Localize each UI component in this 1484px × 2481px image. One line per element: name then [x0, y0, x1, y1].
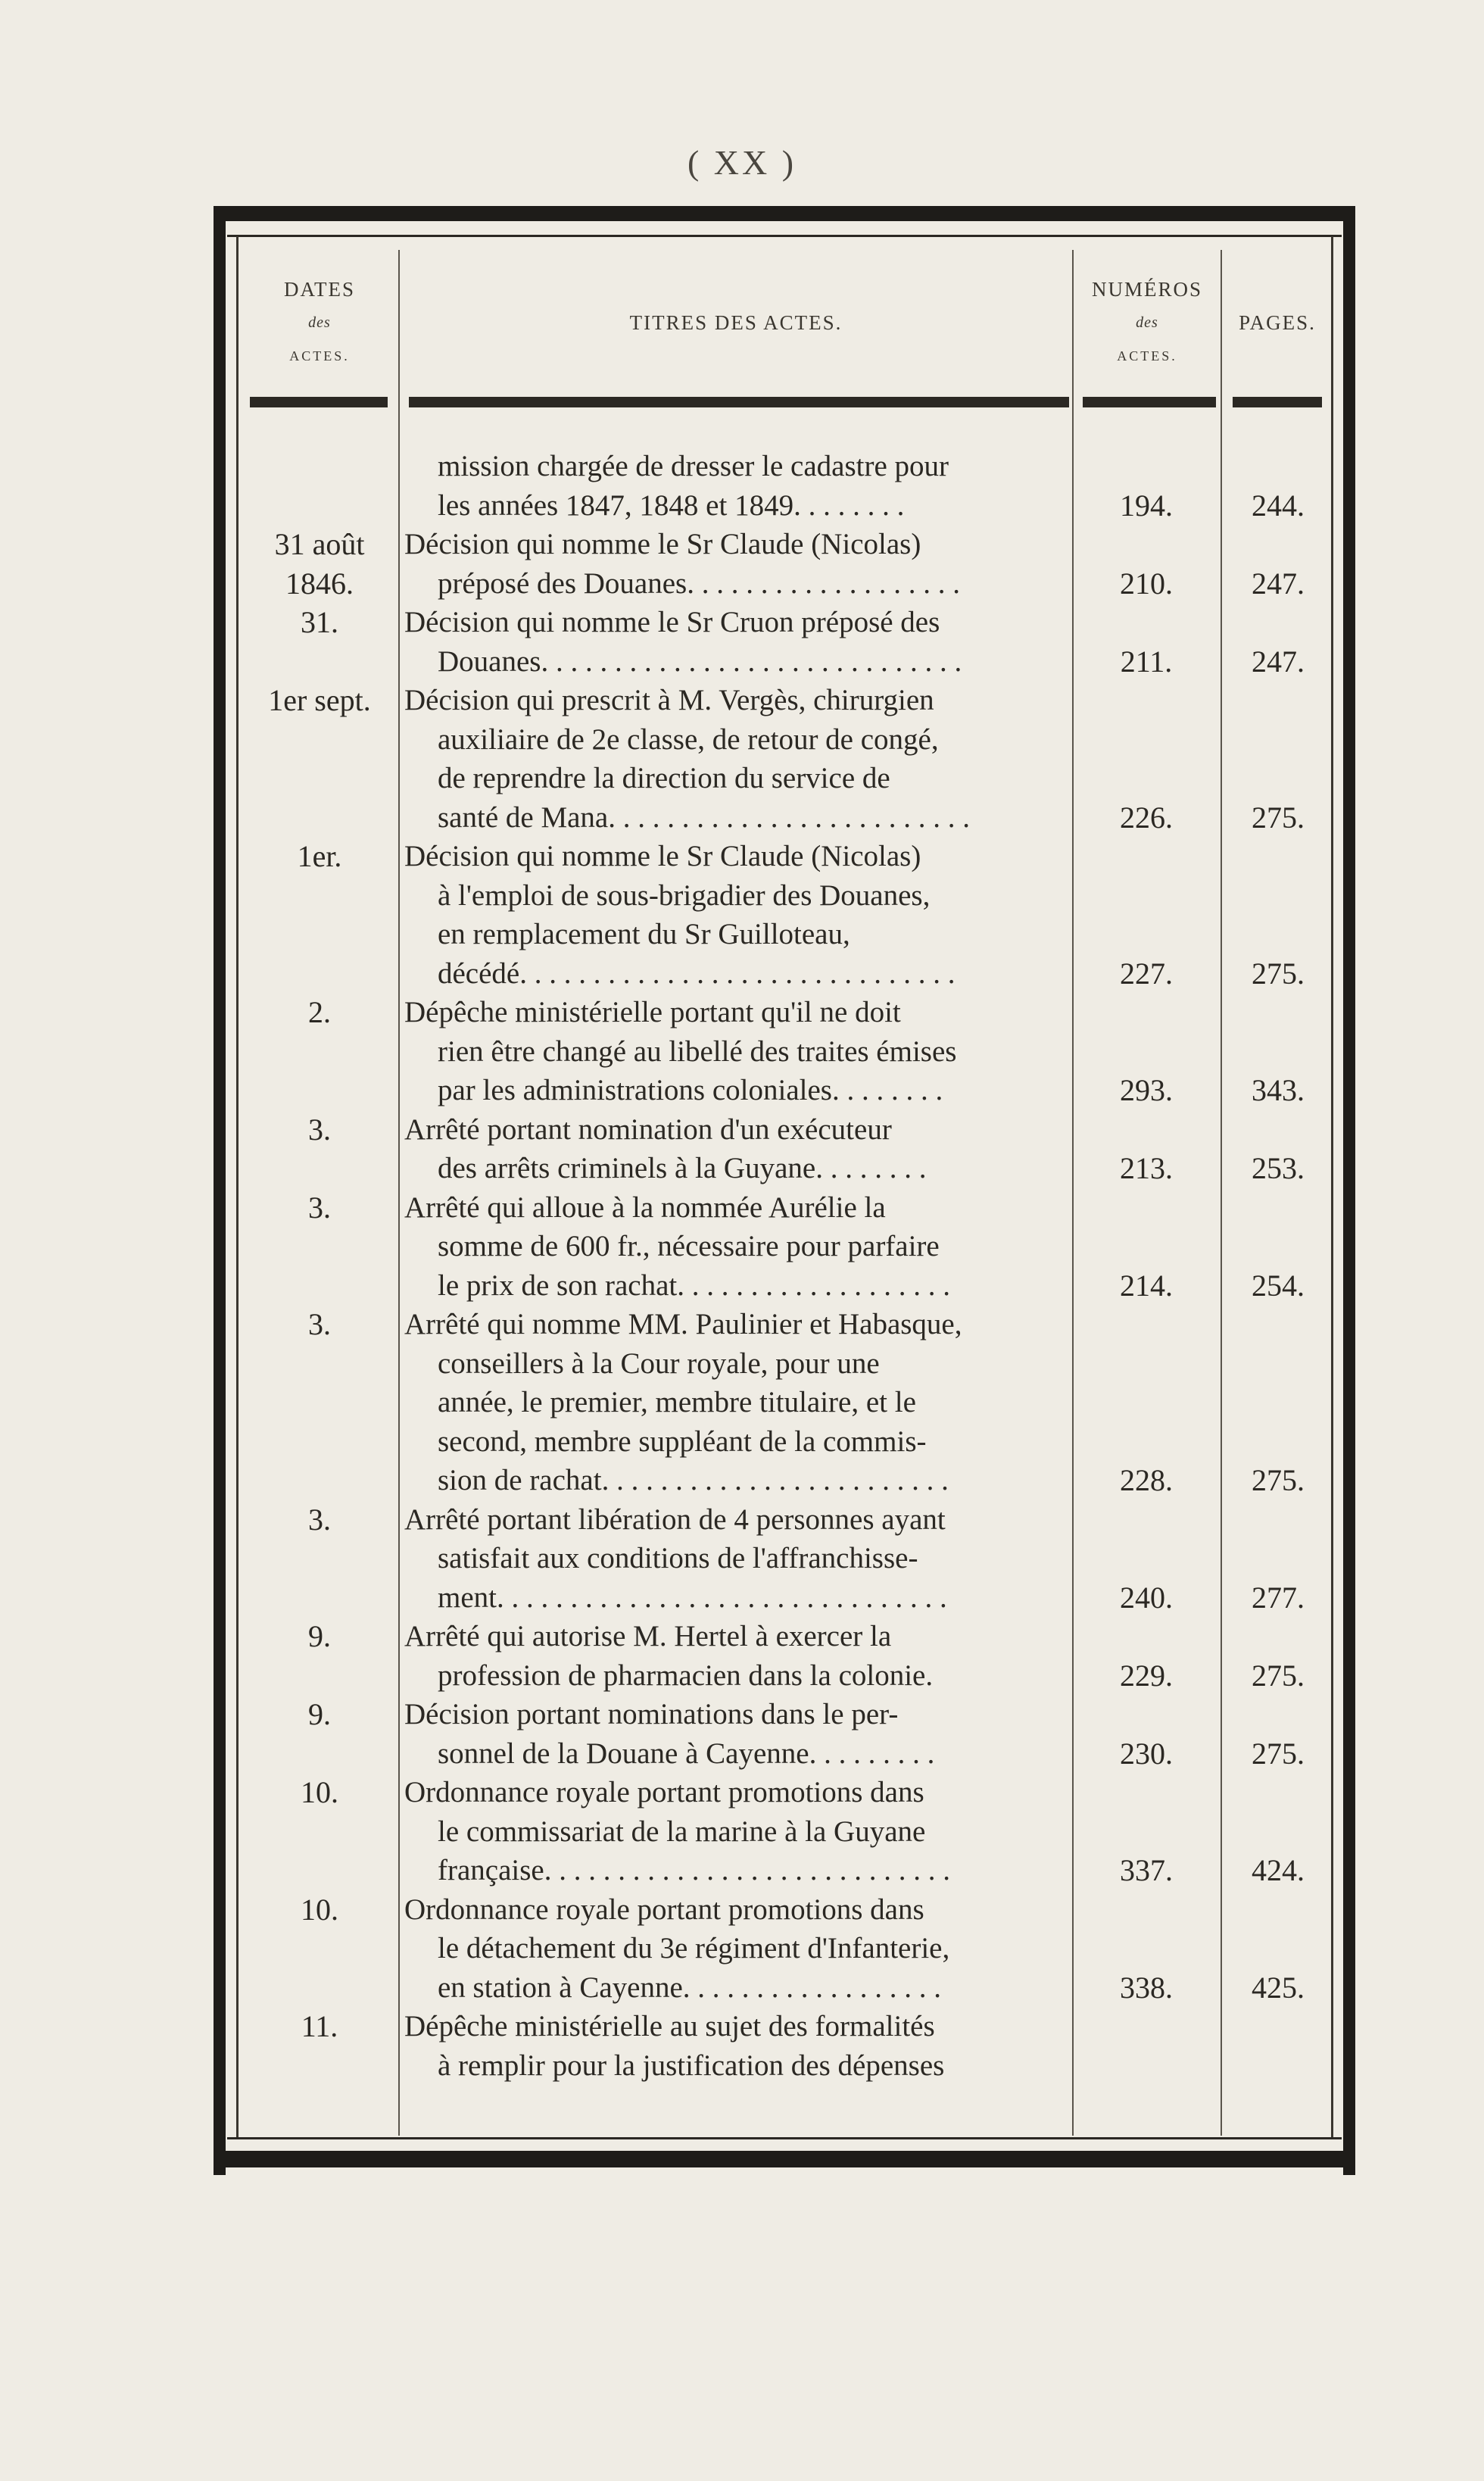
- header-rule-dates: [250, 397, 388, 407]
- header-dates: [242, 273, 397, 373]
- row-title-line: Arrêté qui alloue à la nommée Aurélie la: [404, 1191, 886, 1224]
- row-title: [404, 1305, 1069, 1500]
- row-act-number: 214.: [1120, 1268, 1173, 1303]
- row-date: 10.: [301, 1892, 338, 1927]
- row-page-number: 277.: [1252, 1580, 1305, 1615]
- row-title: [404, 447, 1069, 525]
- header-titres: TITRES DES ACTES.: [629, 311, 843, 334]
- row-page-number: 343.: [1252, 1073, 1305, 1107]
- row-title-line: de reprendre la direction du service de: [438, 762, 890, 794]
- row-date: 3.: [308, 1190, 331, 1225]
- row-title: [404, 1617, 1069, 1695]
- row-title-line: le commissariat de la marine à la Guyane: [438, 1815, 926, 1848]
- row-title-line: en station à Cayenne. . . . . . . . . . . . . . . . . .: [438, 1971, 942, 2004]
- row-title: [404, 2007, 1069, 2085]
- column-divider-numeros: [1221, 250, 1222, 2136]
- inner-right-rule: [1331, 236, 1333, 2137]
- row-title-line: à remplir pour la justification des dépenses: [438, 2049, 945, 2082]
- inner-left-rule: [236, 236, 238, 2137]
- header-dates-line1: DATES: [283, 278, 355, 301]
- row-title-line: rien être changé au libellé des traites émises: [438, 1035, 957, 1068]
- row-title: [404, 603, 1069, 681]
- row-page-number: 275.: [1252, 1463, 1305, 1497]
- row-title-line: Décision qui nomme le Sr Claude (Nicolas): [404, 528, 921, 560]
- row-title-line: décédé. . . . . . . . . . . . . . . . . . . . . . . . . . . . . .: [438, 957, 956, 990]
- row-title: [404, 1188, 1069, 1306]
- row-title-line: Ordonnance royale portant promotions dans: [404, 1893, 924, 1926]
- row-title: [404, 525, 1069, 603]
- row-title-line: auxiliaire de 2e classe, de retour de congé,: [438, 722, 939, 756]
- row-date: 11.: [301, 2009, 338, 2043]
- row-act-number: 230.: [1120, 1736, 1173, 1771]
- row-title-line: par les administrations coloniales. . . . . . . .: [438, 1074, 943, 1106]
- row-date: 10.: [301, 1775, 338, 1809]
- row-title: [404, 1110, 1069, 1188]
- row-title: [404, 1500, 1069, 1618]
- header-rule-titres: [409, 397, 1069, 407]
- row-title-line: Ordonnance royale portant promotions dans: [404, 1776, 924, 1808]
- row-title-line: les années 1847, 1848 et 1849. . . . . . . .: [438, 488, 905, 522]
- row-title-line: ment. . . . . . . . . . . . . . . . . . . . . . . . . . . . . . .: [438, 1581, 947, 1614]
- row-title-line: Décision portant nominations dans le per-: [404, 1698, 899, 1730]
- row-act-number: 337.: [1120, 1853, 1173, 1887]
- row-title-line: Arrêté qui autorise M. Hertel à exercer la: [404, 1620, 892, 1652]
- row-title-line: santé de Mana. . . . . . . . . . . . . . . . . . . . . . . . .: [438, 800, 970, 834]
- row-title-line: conseillers à la Cour royale, pour une: [438, 1347, 880, 1380]
- row-page-number: 253.: [1252, 1151, 1305, 1185]
- row-title: [404, 1695, 1069, 1773]
- row-act-number: 228.: [1120, 1463, 1173, 1497]
- page-number: ( XX ): [687, 143, 797, 182]
- row-title-line: sion de rachat. . . . . . . . . . . . . . . . . . . . . . . .: [438, 1464, 949, 1496]
- row-date: 1er sept.: [268, 683, 371, 717]
- row-title-line: Décision qui prescrit à M. Vergès, chirurgien: [404, 684, 934, 716]
- row-date: 1er.: [297, 839, 342, 873]
- row-title-line: Décision qui nomme le Sr Cruon préposé des: [404, 606, 940, 638]
- row-title-line: des arrêts criminels à la Guyane. . . . . . . .: [438, 1152, 927, 1184]
- row-act-number: 227.: [1120, 956, 1173, 991]
- header-rule-numeros: [1083, 397, 1216, 407]
- row-title-line: année, le premier, membre titulaire, et le: [438, 1386, 916, 1418]
- row-title-line: Dépêche ministérielle portant qu'il ne doit: [404, 996, 901, 1028]
- row-act-number: 211.: [1120, 644, 1173, 679]
- row-title-line: le prix de son rachat. . . . . . . . . . . . . . . . . . .: [438, 1269, 950, 1302]
- row-page-number: 424.: [1252, 1853, 1305, 1887]
- row-date: 31.: [301, 605, 338, 639]
- row-act-number: 226.: [1120, 800, 1173, 835]
- row-title-line: à l'emploi de sous-brigadier des Douanes,: [438, 878, 931, 912]
- row-title-line: profession de pharmacien dans la colonie.: [438, 1659, 934, 1692]
- row-act-number: 338.: [1120, 1970, 1173, 2005]
- row-title-line: Douanes. . . . . . . . . . . . . . . . . . . . . . . . . . . . .: [438, 644, 962, 678]
- row-act-number: 293.: [1120, 1073, 1173, 1107]
- row-title-line: française. . . . . . . . . . . . . . . . . . . . . . . . . . . .: [438, 1854, 950, 1886]
- bottom-border-rule: [214, 2151, 1355, 2167]
- column-divider-titres: [1072, 250, 1074, 2136]
- row-act-number: 240.: [1120, 1580, 1173, 1615]
- row-title: [404, 681, 1069, 837]
- row-date: 3.: [308, 1112, 331, 1147]
- row-title-line: Arrêté qui nomme MM. Paulinier et Habasque,: [404, 1308, 962, 1340]
- row-page-number: 275.: [1252, 956, 1305, 991]
- row-title-line: sonnel de la Douane à Cayenne. . . . . . . . .: [438, 1737, 935, 1770]
- row-title-line: préposé des Douanes. . . . . . . . . . . . . . . . . . .: [438, 566, 960, 600]
- row-act-number: 229.: [1120, 1658, 1173, 1693]
- row-date: 31 août 1846.: [274, 527, 365, 601]
- row-page-number: 275.: [1252, 1658, 1305, 1693]
- row-title-line: Arrêté portant libération de 4 personnes ayant: [404, 1503, 946, 1536]
- row-title-line: second, membre suppléant de la commis-: [438, 1425, 927, 1458]
- row-page-number: 254.: [1252, 1268, 1305, 1303]
- row-act-number: 194.: [1120, 488, 1173, 523]
- row-page-number: 247.: [1252, 644, 1305, 679]
- header-pages: PAGES.: [1239, 311, 1316, 334]
- row-act-number: 213.: [1120, 1151, 1173, 1185]
- header-numeros-line2: des: [1136, 314, 1158, 331]
- row-date: 9.: [308, 1697, 331, 1731]
- row-title-line: Dépêche ministérielle au sujet des formalités: [404, 2010, 935, 2043]
- header-numeros-line1: NUMÉROS: [1091, 278, 1203, 301]
- row-date: 2.: [308, 995, 331, 1029]
- row-title-line: satisfait aux conditions de l'affranchisse-: [438, 1542, 918, 1574]
- bottom-thin-rule: [227, 2137, 1342, 2139]
- row-title-line: mission chargée de dresser le cadastre pour: [438, 450, 949, 482]
- row-date: 9.: [308, 1619, 331, 1653]
- header-numeros: [1075, 273, 1219, 373]
- row-date: 3.: [308, 1307, 331, 1341]
- row-title: [404, 1890, 1069, 2008]
- row-title: [404, 1773, 1069, 1890]
- row-page-number: 275.: [1252, 800, 1305, 835]
- row-title: [404, 837, 1069, 993]
- header-dates-line3: ACTES.: [289, 348, 350, 364]
- row-title-line: somme de 600 fr., nécessaire pour parfaire: [438, 1230, 940, 1262]
- row-page-number: 247.: [1252, 566, 1305, 601]
- header-dates-line2: des: [308, 314, 331, 331]
- row-page-number: 425.: [1252, 1970, 1305, 2005]
- row-date: 3.: [308, 1502, 331, 1537]
- row-title-line: Décision qui nomme le Sr Claude (Nicolas): [404, 840, 921, 872]
- row-page-number: 275.: [1252, 1736, 1305, 1771]
- row-title-line: Arrêté portant nomination d'un exécuteur: [404, 1113, 892, 1146]
- row-title-line: en remplacement du Sr Guilloteau,: [438, 918, 850, 950]
- row-title: [404, 993, 1069, 1110]
- header-rule-pages: [1233, 397, 1322, 407]
- row-title-line: le détachement du 3e régiment d'Infanterie,: [438, 1932, 950, 1965]
- row-act-number: 210.: [1120, 566, 1173, 601]
- row-page-number: 244.: [1252, 488, 1305, 523]
- header-numeros-line3: ACTES.: [1117, 348, 1177, 364]
